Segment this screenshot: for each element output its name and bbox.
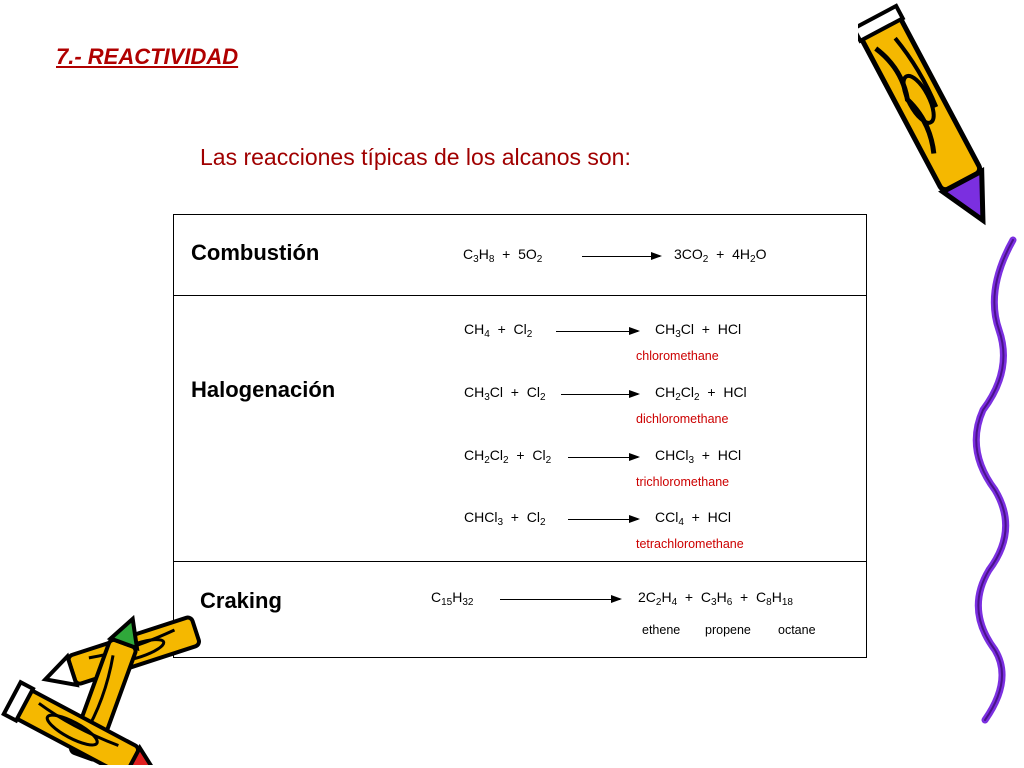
cracking-products: $2C_2H_4 + C_3H_6 + C_8H_{18}$ xyxy=(638,589,793,608)
reaction-arrow xyxy=(568,519,638,520)
product-name: propene xyxy=(705,623,751,637)
pencil-icon xyxy=(0,615,210,765)
cracking-label: Craking xyxy=(200,588,282,613)
halogenation-label: Halogenación xyxy=(191,377,336,402)
halogenation-products: $CH_2Cl_2$ + HCl xyxy=(655,384,747,403)
reaction-arrow xyxy=(582,256,660,257)
combustion-label: Combustión xyxy=(191,240,320,265)
compound-name: chloromethane xyxy=(636,349,719,363)
compound-name: dichloromethane xyxy=(636,412,729,426)
row-divider xyxy=(174,561,866,562)
reaction-arrow xyxy=(568,457,638,458)
compound-name: trichloromethane xyxy=(636,475,730,489)
reaction-arrow xyxy=(500,599,620,600)
cracking-reactants: $C_{15}H_{32}$ xyxy=(431,589,474,608)
product-name: ethene xyxy=(642,623,681,637)
compound-name: tetrachloromethane xyxy=(636,537,744,551)
halogenation-products: $CH_3Cl$ + HCl xyxy=(655,321,742,340)
row-divider xyxy=(174,295,866,296)
page-title: 7.- REACTIVIDAD xyxy=(56,44,239,69)
halogenation-reactants: CHCl$_3$ + $Cl_2$ xyxy=(464,509,546,528)
product-name: octane xyxy=(778,623,816,637)
subtitle: Las reacciones típicas de los alcanos son: xyxy=(200,144,631,170)
pencil-icon xyxy=(858,0,1008,250)
combustion-products: $3CO_2 + 4H_2O$ xyxy=(674,246,767,265)
squiggle-decoration xyxy=(955,230,1024,730)
combustion-reactants: $C_3H_8 + 5O_2$ xyxy=(463,246,543,265)
reaction-arrow xyxy=(561,394,638,395)
halogenation-products: CHCl$_3$ + HCl xyxy=(655,447,742,466)
halogenation-products: CCl$_4$ + HCl xyxy=(655,509,731,528)
halogenation-reactants: $CH_4 + Cl_2$ xyxy=(464,321,533,340)
halogenation-reactants: $CH_3Cl + Cl_2$ xyxy=(464,384,546,403)
reaction-arrow xyxy=(556,331,638,332)
halogenation-reactants: $CH_2Cl_2 + Cl_2$ xyxy=(464,447,552,466)
